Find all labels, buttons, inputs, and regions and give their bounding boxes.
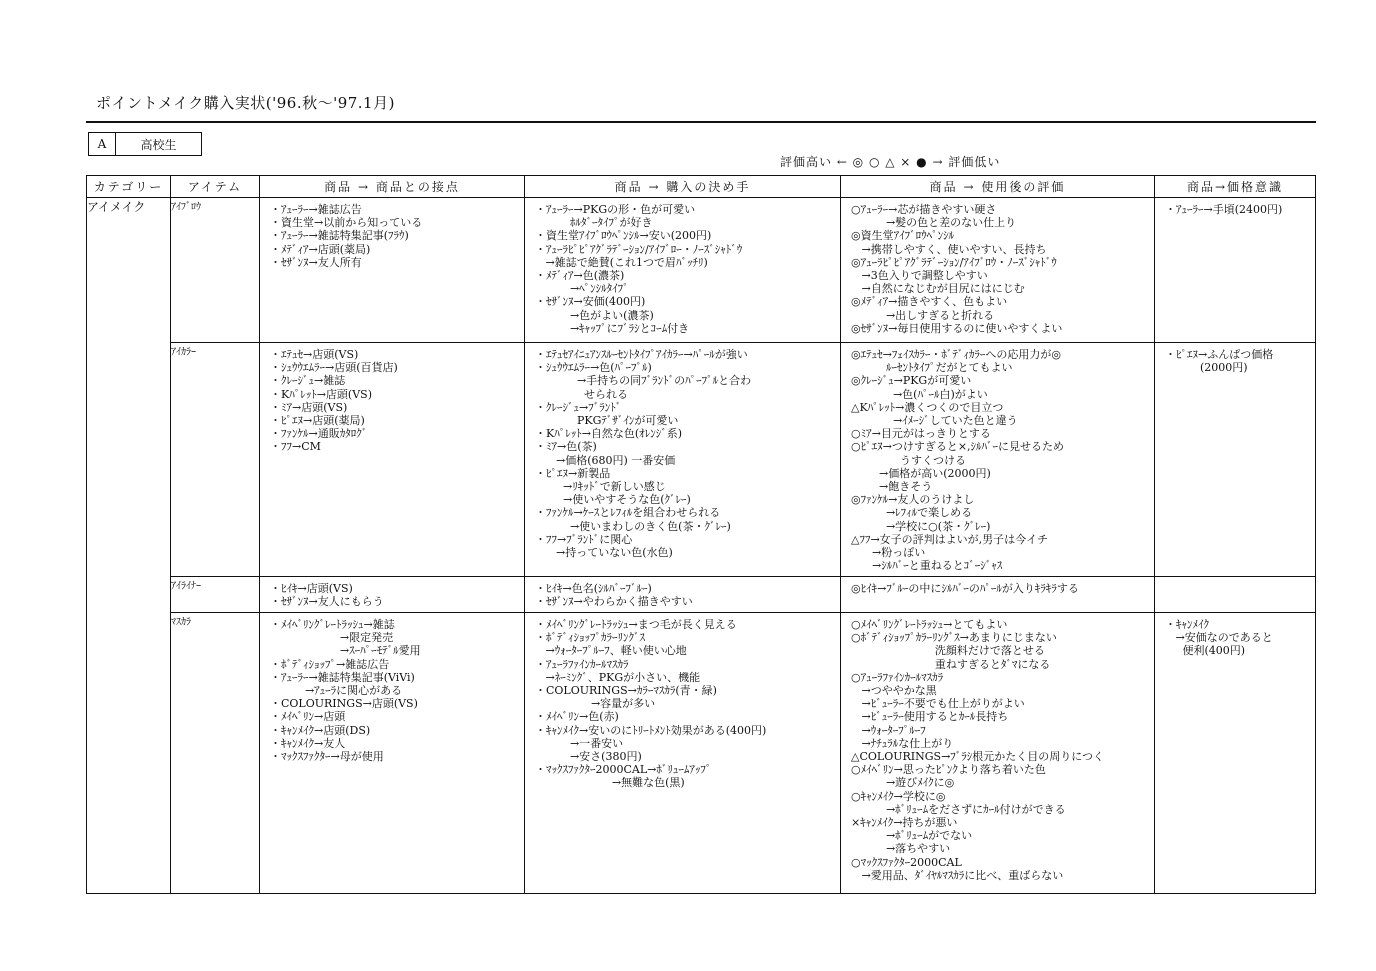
cell-line: ﾎﾙﾀﾞｰﾀｲﾌﾟが好き <box>535 216 653 230</box>
cell-line: ◎ﾌｧﾝｹﾙ→友人のうけよし <box>851 493 975 507</box>
cell-price <box>1155 198 1316 343</box>
cell-line: ・ﾋﾟｴﾇ→新製品 <box>535 466 611 480</box>
cell-line: →ﾈｰﾐﾝｸﾞ、PKGが小さい、機能 <box>535 670 701 684</box>
cell-line: ・ﾒﾃﾞｨｱ→店頭(薬局) <box>270 242 371 256</box>
cell-price-content <box>1155 613 1315 660</box>
cell-price <box>1155 343 1316 577</box>
table-row <box>87 198 1316 343</box>
cell-line: ・ﾋｲｷ→色名(ｼﾙﾊﾞｰﾌﾞﾙｰ) <box>535 582 652 595</box>
section-label <box>88 132 202 156</box>
cell-line: →色(ﾊﾟｰﾙ白)がよい <box>851 387 988 401</box>
cell-decision <box>525 198 841 343</box>
column-header-category: カテゴリー <box>87 176 171 198</box>
cell-evaluation <box>841 613 1155 894</box>
cell-line: 重ねすぎるとﾀﾞﾏになる <box>851 657 1051 671</box>
cell-line: →ﾎﾞﾘｭｰﾑがでない <box>851 829 973 843</box>
cell-line: ○ﾒｲﾍﾞﾘﾝ→思ったﾋﾟﾝｸより落ち着いた色 <box>851 763 1046 777</box>
cell-line: ・ｱｭｰﾗﾋﾟﾋﾟｱｸﾞﾗﾃﾞｰｼｮﾝ/ｱｲﾌﾞﾛｰ・ﾉｰｽﾞｼｬﾄﾞｳ <box>535 242 743 256</box>
cell-line: ○ﾐｱ→目元がはっきりとする <box>851 427 991 441</box>
cell-line: ○ｷｬﾝﾒｲｸ→学校に◎ <box>851 789 946 803</box>
page-title: ポイントメイク購入実状('96.秋～'97.1月) <box>96 94 395 112</box>
cell-contact-content <box>260 198 524 271</box>
cell-evaluation-content <box>841 577 1154 597</box>
cell-line: →3色入りで調整しやすい <box>851 269 988 283</box>
cell-line: →ｳｫｰﾀｰﾌﾟﾙｰﾌ <box>851 723 926 737</box>
cell-line: →使いまわしのきく色(茶・ｸﾞﾚｰ) <box>535 519 731 533</box>
cell-decision <box>525 577 841 613</box>
cell-line: PKGﾃﾞｻﾞｲﾝが可愛い <box>535 414 679 428</box>
cell-line: ・ﾋﾟｴﾇ→店頭(薬局) <box>270 414 365 428</box>
cell-contact <box>260 343 525 577</box>
cell-line: →落ちやすい <box>851 842 951 856</box>
cell-item: ｱｲﾌﾞﾛｳ <box>171 198 260 343</box>
cell-line: 便利(400円) <box>1165 644 1246 658</box>
cell-line: ○ｱｭｰﾗｰ→芯が描きやすい硬さ <box>851 203 997 216</box>
cell-decision <box>525 343 841 577</box>
cell-line: ・Kﾊﾟﾚｯﾄ→店頭(VS) <box>270 387 372 401</box>
cell-contact <box>260 198 525 343</box>
cell-line: △ﾌﾌ→女子の評判はよいが,男子は今イチ <box>851 532 1049 546</box>
cell-line: ・ﾌﾌ→ﾌﾞﾗﾝﾄﾞに関心 <box>535 532 633 546</box>
cell-line: ・ﾏｯｸｽﾌｧｸﾀｰ2000CAL→ﾎﾞﾘｭｰﾑｱｯﾌﾟ <box>535 763 712 777</box>
cell-line: →色がよい(濃茶) <box>535 308 654 322</box>
cell-line: ◎ｱｭｰﾗﾋﾟﾋﾟｱｸﾞﾗﾃﾞｰｼｮﾝ/ｱｲﾌﾞﾛｳ・ﾉｰｽﾞｼｬﾄﾞｳ <box>851 255 1057 269</box>
table-header-row <box>87 176 1316 198</box>
cell-decision <box>525 613 841 894</box>
cell-line: ・ｴﾃｭｾ→店頭(VS) <box>270 348 359 361</box>
cell-line: ○ﾋﾟｴﾇ→つけすぎると×,ｼﾙﾊﾞｰに見せるため <box>851 440 1065 454</box>
cell-line: ・資生堂→以前から知っている <box>270 216 423 230</box>
cell-line: ・資生堂ｱｲﾌﾞﾛｳﾍﾟﾝｼﾙ→安い(200円) <box>535 229 712 243</box>
cell-decision-content <box>525 613 840 792</box>
purchase-table <box>86 175 1316 894</box>
cell-line: →価格が高い(2000円) <box>851 466 991 480</box>
cell-line: →携帯しやすく、使いやすい、長持ち <box>851 242 1047 256</box>
cell-line: ○ﾒｲﾍﾞﾘﾝｸﾞﾚｰﾄﾗｯｼｭ→とてもよい <box>851 618 1008 631</box>
cell-line: →ﾋﾞｭｰﾗｰ不要でも仕上がりがよい <box>851 697 1025 711</box>
cell-line: ・ﾌｧﾝｹﾙ→ｹｰｽとﾚﾌｨﾙを組合わせられる <box>535 506 721 520</box>
cell-line: ・ｱｭｰﾗｰ→雑誌広告 <box>270 203 362 216</box>
cell-line: ◎ｴﾃｭｾ→ﾌｪｲｽｶﾗｰ・ﾎﾞﾃﾞｨｶﾗｰへの応用力が◎ <box>851 348 1061 361</box>
cell-line: ○ｱｭｰﾗﾌｧｲﾝｶｰﾙﾏｽｶﾗ <box>851 670 944 684</box>
cell-line: ・ｾｻﾞﾝﾇ→友人所有 <box>270 255 362 269</box>
cell-line: →容量が多い <box>535 697 656 711</box>
cell-line: ・ｱｭｰﾗｰ→雑誌特集記事(ViVi) <box>270 670 415 684</box>
cell-line: →安価なのであると <box>1165 631 1273 645</box>
cell-line: ・ｾｻﾞﾝﾇ→友人にもらう <box>270 595 384 609</box>
cell-line: →ｽｰﾊﾟｰﾓﾃﾞﾙ愛用 <box>270 644 421 658</box>
cell-line: ・ﾏｯｸｽﾌｧｸﾀｰ→母が使用 <box>270 750 384 764</box>
cell-line: →一番安い <box>535 736 624 750</box>
section-name: 高校生 <box>140 137 177 152</box>
cell-decision-content <box>525 198 840 337</box>
cell-contact-content <box>260 613 524 765</box>
cell-decision-content <box>525 577 840 610</box>
cell-evaluation <box>841 343 1155 577</box>
column-header-price: 商品→価格意識 <box>1155 176 1316 198</box>
cell-evaluation <box>841 577 1155 613</box>
cell-line: →ﾎﾞﾘｭｰﾑをださずにｶｰﾙ付けができる <box>851 802 1066 816</box>
cell-line: ◎ｾｻﾞﾝﾇ→毎日使用するのに使いやすくよい <box>851 321 1063 335</box>
cell-line: ・ｷｬﾝﾒｲｸ→店頭(DS) <box>270 723 371 737</box>
cell-line: →ｼﾙﾊﾞｰと重ねるとｺﾞｰｼﾞｬｽ <box>851 559 1003 573</box>
cell-line: ・ｷｬﾝﾒｲｸ <box>1165 618 1209 631</box>
cell-price-content <box>1155 198 1315 218</box>
cell-line: →学校に○(茶・ｸﾞﾚｰ) <box>851 519 991 533</box>
cell-line: →ｷｬｯﾌﾟにﾌﾞﾗｼとｺｰﾑ付き <box>535 321 690 335</box>
cell-evaluation-content <box>841 198 1154 337</box>
cell-line: ・ｸﾚｰｼﾞｭ→雑誌 <box>270 374 346 388</box>
cell-line: ・ﾌﾌ→CM <box>270 440 321 454</box>
cell-line: ・ｾｻﾞﾝﾇ→安価(400円) <box>535 295 646 309</box>
cell-line: ・COLOURINGS→ｶﾗｰﾏｽｶﾗ(青・緑) <box>535 684 717 698</box>
cell-line: →雑誌で絶賛(これ1つで眉ﾊﾞｯﾁﾘ) <box>535 255 708 269</box>
cell-contact-content <box>260 343 524 456</box>
cell-line: ○ﾏｯｸｽﾌｧｸﾀｰ2000CAL <box>851 855 962 869</box>
cell-line: →ﾚﾌｨﾙで楽しめる <box>851 506 973 520</box>
cell-line: ・ﾌｧﾝｹﾙ→通販ｶﾀﾛｸﾞ <box>270 427 368 441</box>
title-underline <box>86 121 1316 123</box>
cell-line: ◎ﾒﾃﾞｨｱ→描きやすく、色もよい <box>851 295 1008 309</box>
cell-line: →飽きそう <box>851 480 933 494</box>
cell-line: ・ﾒｲﾍﾞﾘﾝ→店頭 <box>270 710 346 724</box>
cell-price <box>1155 577 1316 613</box>
table-row <box>87 343 1316 577</box>
cell-line: ◎ｸﾚｰｼﾞｭ→PKGが可愛い <box>851 374 972 388</box>
cell-line: ・Kﾊﾟﾚｯﾄ→自然な色(ｵﾚﾝｼﾞ系) <box>535 427 683 441</box>
cell-line: ・ｱｭｰﾗｰ→手頃(2400円) <box>1165 203 1283 216</box>
cell-price-content <box>1155 343 1315 376</box>
cell-line: ﾙｰｾﾝﾄﾀｲﾌﾟだがとてもよい <box>851 361 1013 375</box>
cell-line: →髪の色と差のない仕上り <box>851 216 1017 230</box>
cell-line: →愛用品、ﾀﾞｲﾔﾙﾏｽｶﾗに比べ、重ばらない <box>851 868 1064 882</box>
cell-evaluation <box>841 198 1155 343</box>
cell-line: ・ｸﾚｰｼﾞｭ→ﾌﾞﾗﾝﾄﾞ <box>535 400 622 414</box>
table-row <box>87 613 1316 894</box>
column-header-item: アイテム <box>171 176 260 198</box>
cell-item: ｱｲﾗｲﾅｰ <box>171 577 260 613</box>
cell-line: ・ﾎﾞﾃﾞｨｼｮｯﾌﾟ→雑誌広告 <box>270 657 390 671</box>
table-body <box>87 198 1316 894</box>
cell-line: ・ｱｭｰﾗﾌｧｲﾝｶｰﾙﾏｽｶﾗ <box>535 657 629 671</box>
cell-line: →価格(680円) 一番安価 <box>535 453 676 467</box>
cell-line: →無難な色(黒) <box>535 776 685 790</box>
cell-line: →ﾅﾁｭﾗﾙな仕上がり <box>851 736 954 750</box>
cell-line: →粉っぽい <box>851 546 926 560</box>
cell-line: ・ﾒﾃﾞｨｱ→色(濃茶) <box>535 269 625 283</box>
cell-line: →遊びﾒｲｸに◎ <box>851 776 955 790</box>
cell-item: ﾏｽｶﾗ <box>171 613 260 894</box>
cell-line: (2000円) <box>1165 361 1248 375</box>
cell-line: ×ｷｬﾝﾒｲｸ→持ちが悪い <box>851 816 958 830</box>
cell-line: ・ｾｻﾞﾝﾇ→やわらかく描きやすい <box>535 595 693 609</box>
cell-line: ・ﾐｱ→色(茶) <box>535 440 597 454</box>
cell-item: ｱｲｶﾗｰ <box>171 343 260 577</box>
cell-line: ・ﾒｲﾍﾞﾘﾝｸﾞﾚｰﾄﾗｯｼｭ→まつ毛が長く見える <box>535 618 737 631</box>
cell-price <box>1155 613 1316 894</box>
cell-line: ・COLOURINGS→店頭(VS) <box>270 697 418 711</box>
cell-line: せられる <box>535 387 628 401</box>
cell-line: ◎資生堂ｱｲﾌﾞﾛｳﾍﾟﾝｼﾙ <box>851 229 955 243</box>
cell-line: →ﾘｷｯﾄﾞで新しい感じ <box>535 480 666 494</box>
cell-line: →手持ちの同ﾌﾞﾗﾝﾄﾞのﾊﾟｰﾌﾟﾙと合わ <box>535 374 752 388</box>
cell-line: ・ｱｭｰﾗｰ→雑誌特集記事(ﾌﾗｳ) <box>270 229 409 243</box>
cell-evaluation-content <box>841 613 1154 884</box>
cell-line: ○ﾎﾞﾃﾞｨｼｮｯﾌﾟｶﾗｰﾘﾝｸﾞｽ→あまりにじまない <box>851 631 1057 645</box>
column-header-decision: 商品 → 購入の決め手 <box>525 176 841 198</box>
cell-line: →ｱｭｰﾗに関心がある <box>270 684 403 698</box>
cell-contact <box>260 613 525 894</box>
cell-line: →ｲﾒｰｼﾞしていた色と違う <box>851 414 1018 428</box>
cell-line: →出しすぎると折れる <box>851 308 995 322</box>
cell-line: →持っていない色(水色) <box>535 546 673 560</box>
cell-line: →ｳｫｰﾀｰﾌﾟﾙｰﾌ、軽い使い心地 <box>535 644 687 658</box>
cell-line: ・ｷｬﾝﾒｲｸ→友人 <box>270 736 346 750</box>
cell-line: →つややかな黒 <box>851 684 937 698</box>
cell-line: →ﾍﾟﾝｼﾙﾀｲﾌﾟ <box>535 282 629 296</box>
cell-line: →ﾋﾞｭｰﾗｰ使用するとｶｰﾙ長持ち <box>851 710 1009 724</box>
cell-line: うすくつける <box>851 453 966 467</box>
cell-contact-content <box>260 577 524 610</box>
cell-contact <box>260 577 525 613</box>
column-header-evaluation: 商品 → 使用後の評価 <box>841 176 1155 198</box>
column-header-contact: 商品 → 商品との接点 <box>260 176 525 198</box>
cell-line: ◎ﾋｲｷ→ﾌﾞﾙｰの中にｼﾙﾊﾞｰのﾊﾟｰﾙが入りｷﾗｷﾗする <box>851 582 1079 595</box>
cell-decision-content <box>525 343 840 561</box>
section-code: A <box>89 133 116 155</box>
cell-line: ・ｴﾃｭｾｱｲﾆｭｱﾝｽﾙｰｾﾝﾄﾀｲﾌﾟｱｲｶﾗｰ→ﾊﾟｰﾙが強い <box>535 348 748 361</box>
cell-line: →自然になじむが目尻にはにじむ <box>851 282 1025 296</box>
cell-price-content <box>1155 577 1315 584</box>
cell-line: ・ﾋｲｷ→店頭(VS) <box>270 582 353 595</box>
cell-line: ・ｷｬﾝﾒｲｸ→安いのにﾄﾘｰﾄﾒﾝﾄ効果がある(400円) <box>535 723 767 737</box>
cell-line: ・ﾐｱ→店頭(VS) <box>270 400 348 414</box>
table-row <box>87 577 1316 613</box>
cell-line: ・ﾋﾟｴﾇ→ふんぱつ価格 <box>1165 348 1274 361</box>
cell-line: △Kﾊﾟﾚｯﾄ→濃くつくので目立つ <box>851 400 1004 414</box>
cell-line: ・ｱｭｰﾗｰ→PKGの形・色が可愛い <box>535 203 696 216</box>
cell-evaluation-content <box>841 343 1154 574</box>
cell-line: ・ﾒｲﾍﾞﾘﾝ→色(赤) <box>535 710 619 724</box>
cell-line: △COLOURINGS→ﾌﾞﾗｼ根元かたく目の周りにつく <box>851 750 1105 764</box>
cell-category: アイメイク <box>87 198 171 894</box>
cell-line: →安さ(380円) <box>535 750 642 764</box>
cell-line: →使いやすそうな色(ｸﾞﾚｰ) <box>535 493 691 507</box>
cell-line: →限定発売 <box>270 631 394 645</box>
cell-line: 洗顔料だけで落とせる <box>851 644 1045 658</box>
rating-legend: 評価高い ← ◎ ○ △ × ● → 評価低い <box>780 155 1001 169</box>
cell-line: ・ﾎﾞﾃﾞｨｼｮｯﾌﾟｶﾗｰﾘﾝｸﾞｽ <box>535 631 645 645</box>
cell-line: ・ﾒｲﾍﾞﾘﾝｸﾞﾚｰﾄﾗｯｼｭ→雑誌 <box>270 618 395 631</box>
cell-line: ・ｼｭｳｳｴﾑﾗｰ→店頭(百貨店) <box>270 361 398 375</box>
cell-line: ・ｼｭｳｳｴﾑﾗｰ→色(ﾊﾟｰﾌﾟﾙ) <box>535 361 652 375</box>
